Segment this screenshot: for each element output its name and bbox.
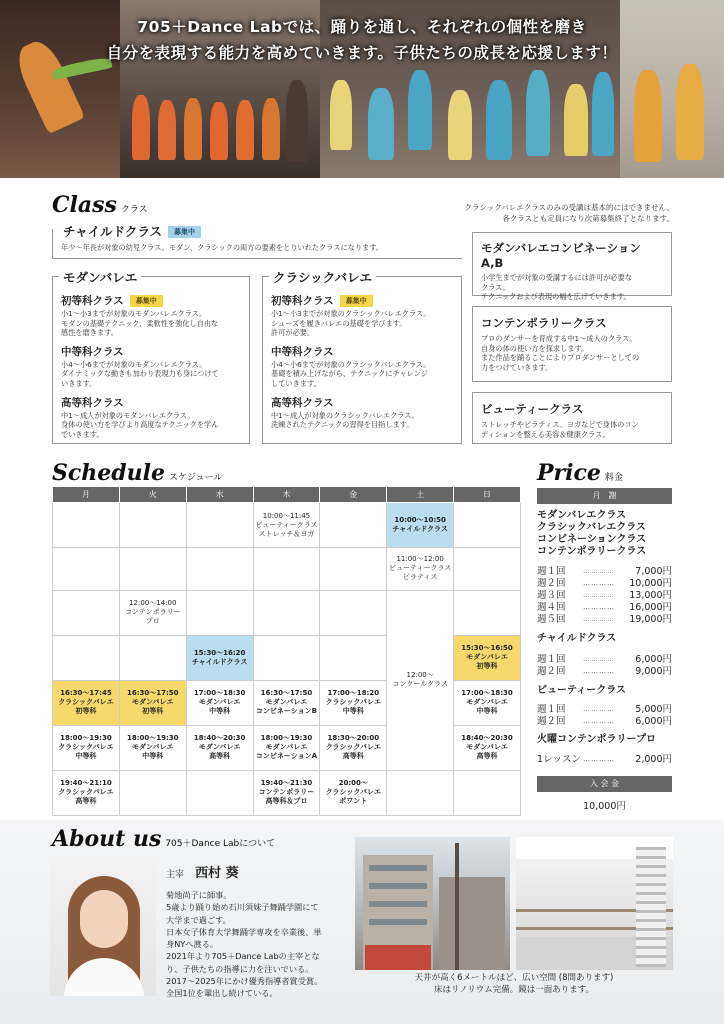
contemporary-class-desc: プロのダンサーを育成する中1～成人のクラス。: [481, 334, 637, 343]
director-photo: [50, 858, 156, 996]
day-sun: 日: [454, 487, 521, 503]
course-desc: 許可が必要。: [271, 328, 315, 338]
classic-ballet-box: [262, 270, 462, 444]
price-child-group: チャイルドクラス: [537, 633, 617, 644]
price-tuesday-group: 火曜コンテンポラリープロ: [537, 734, 656, 745]
day-tue: 火: [119, 487, 186, 503]
course-title: 初等科クラス 募集中: [271, 293, 459, 308]
course-title: 初等科クラス 募集中: [61, 293, 247, 308]
hero-caption: [0, 14, 724, 66]
schedule-header-row: [53, 487, 521, 503]
schedule-cell: 12:00～ コンクールクラス: [387, 590, 454, 770]
course-desc: 小4～小6までが対象のモダンバレエクラス。: [61, 359, 207, 369]
beauty-class-box: ビューティークラス ストレッチやピラティス、ヨガなどで身体のコン ディションを整える美容＆健康クラス。: [472, 392, 672, 444]
course-title: 高等科クラス: [271, 396, 334, 409]
schedule-cell: 15:30～16:20 チャイルドクラス: [186, 635, 253, 680]
schedule-cell: 11:00～12:00 ビューティークラス ピラティス: [387, 548, 454, 591]
price-main-group: モダンバレエクラス クラシックバレエクラス コンビネーションクラス コンテンポラリークラス: [537, 510, 647, 557]
price-heading: Price 料金: [537, 460, 623, 486]
course-title: 中等科クラス: [271, 345, 334, 358]
classic-course-list: [271, 293, 459, 436]
combination-class-title: モダンバレエコンビネーションA,B: [481, 241, 641, 270]
director-role: 主宰: [166, 870, 185, 880]
modern-ballet-title: モダンバレエ: [59, 268, 141, 286]
course-item: [271, 293, 459, 338]
price-row: 週２回 ………… 6,000円: [537, 716, 672, 727]
schedule-cell: 10:00～10:50 チャイルドクラス: [387, 503, 454, 548]
price-row: 週４回 ………… 16,000円: [537, 602, 672, 613]
schedule-cell: 17:00～18:30 モダンバレエ 中等科: [186, 680, 253, 725]
director-bio: 菊地尚子に師事。 5歳より踊り始め石川須妹子舞踊学園にて 大学まで過ごす。 日本女子体育大学舞踊学専攻を卒業後、単 身NYへ渡る。 2021年より705＋Dance Labの主宰とな り、子供たちの指導に力を注いでいる。 2017～2025年にかけ優秀指導者賞受賞。 全国1位を輩出し続けている。: [166, 890, 323, 999]
course-item: [271, 395, 459, 430]
class-heading: Class クラス: [52, 192, 148, 218]
schedule-cell: 18:00～19:30 モダンバレエ 中等科: [119, 725, 186, 770]
admission-value: 10,000円: [583, 801, 626, 812]
about-heading: About us 705＋Dance Labについて: [52, 826, 276, 852]
day-fri: 金: [320, 487, 387, 503]
price-row: 1レッスン ………… 2,000円: [537, 754, 672, 765]
schedule-cell: 18:00～19:30 クラシックバレエ 中等科: [53, 725, 120, 770]
schedule-cell: 19:40～21:10 クラシックバレエ 高等科: [53, 770, 120, 815]
schedule-cell: 10:00～11:45 ビューティークラス ストレッチ＆ヨガ: [253, 503, 320, 548]
day-wed: 水: [186, 487, 253, 503]
child-class-box: [52, 224, 462, 259]
schedule-cell: 16:30～17:50 モダンバレエ コンビネーションB: [253, 680, 320, 725]
course-desc: 中1～成人が対象のクラシックバレエクラス。: [271, 410, 419, 420]
course-desc: していきます。: [271, 378, 321, 388]
course-desc: 基礎を積み上げながら、テクニックにチャレンジ: [271, 369, 428, 379]
course-item: [61, 344, 247, 389]
combination-class-desc: 小学生までが対象の受講するには許可が必要な: [481, 273, 632, 282]
admission-bar: 入 会 金: [537, 776, 672, 792]
contemporary-class-box: コンテンポラリークラス プロのダンサーを育成する中1～成人のクラス。 自身の体の使い方を探求します。 また作品を踊ることによりプロダンサーとしての 力をつけていきます。: [472, 306, 672, 382]
director-name: 西村 葵: [195, 866, 239, 881]
hero-caption-line1: 705＋Dance Labでは、踊りを通し、それぞれの個性を磨き: [137, 18, 587, 36]
day-sat: 土: [387, 487, 454, 503]
price-row: 週１回 ………… 6,000円: [537, 654, 672, 665]
schedule-cell: 12:00～14:00 コンテンポラリー プロ: [119, 590, 186, 635]
course-title: 高等科クラス: [61, 396, 124, 409]
price-beauty-group: ビューティークラス: [537, 685, 626, 696]
course-title: 中等科クラス: [61, 345, 124, 358]
course-item: [61, 395, 247, 440]
course-desc: 小1～小3までが対象のモダンバレエクラス。: [61, 309, 207, 318]
course-desc: 洗練されたテクニックの習得を目指します。: [271, 420, 414, 430]
price-row: 週５回 ………… 19,000円: [537, 614, 672, 625]
course-tag: 募集中: [340, 295, 373, 307]
child-class-desc: 年少～年長が対象の幼児クラス。モダン、クラシックの両方の要素をとりいれたクラスになります。: [61, 243, 384, 252]
schedule-cell: 15:30～16:50 モダンバレエ 初等科: [454, 635, 521, 680]
course-desc: 身体の使い方を学びより高度なテクニックを学ん: [61, 420, 219, 430]
course-item: [61, 293, 247, 338]
course-desc: 中1～成人が対象のモダンバレエクラス。: [61, 410, 195, 420]
schedule-cell: 18:30～20:00 クラシックバレエ 高等科: [320, 725, 387, 770]
course-desc: 小1～小3までが対象のクラシックバレエクラス。: [271, 309, 431, 318]
course-desc: シューズを履きバレエの基礎を学びます。: [271, 318, 407, 328]
price-monthly-bar: 月 謝: [537, 488, 672, 504]
schedule-cell: 18:00～19:30 モダンバレエ コンビネーションA: [253, 725, 320, 770]
course-desc: モダンの基礎テクニック、柔軟性を強化し自由な: [61, 318, 219, 328]
studio-caption: 天井が高く6メートルほど、広い空間 (8間あります) 床はリノリウム完備。鏡は一面あります。: [414, 973, 614, 995]
schedule-cell: 18:40～20:30 モダンバレエ 高等科: [454, 725, 521, 770]
beauty-class-title: ビューティークラス: [481, 402, 584, 416]
schedule-cell: 20:00～ クラシックバレエ ポワント: [320, 770, 387, 815]
classic-ballet-title: クラシックバレエ: [269, 268, 376, 286]
price-row: 週２回 ………… 10,000円: [537, 578, 672, 589]
day-mon: 月: [53, 487, 120, 503]
course-tag: 募集中: [130, 295, 163, 307]
price-row: 週１回 ………… 5,000円: [537, 704, 672, 715]
hero-caption-line2: 自分を表現する能力を高めていきます。子供たちの成長を応援します！: [106, 44, 618, 62]
course-item: [271, 344, 459, 389]
price-row: 週２回 ………… 9,000円: [537, 666, 672, 677]
course-desc: 小4～小6までが対象のクラシックバレエクラス。: [271, 359, 431, 369]
course-desc: 感性を磨きます。: [61, 328, 118, 338]
course-desc: でいきます。: [61, 429, 104, 439]
course-desc: いきます。: [61, 378, 97, 388]
price-row: 週３回 ………… 13,000円: [537, 590, 672, 601]
modern-ballet-box: [52, 270, 250, 444]
studio-building-photo: [355, 837, 510, 970]
price-row: 週１回 ………… 7,000円: [537, 566, 672, 577]
class-note: クラシックバレエクラスのみの受講は基本的にはできません。 各クラスとも定員になり次第募集終了となります。: [464, 203, 674, 223]
schedule-cell: 18:40～20:30 モダンバレエ 高等科: [186, 725, 253, 770]
schedule-cell: 17:00～18:20 クラシックバレエ 中等科: [320, 680, 387, 725]
contemporary-class-title: コンテンポラリークラス: [481, 316, 607, 330]
studio-interior-photo: [516, 837, 673, 970]
schedule-heading: Schedule スケジュール: [52, 460, 223, 486]
hero-banner: [0, 0, 724, 178]
schedule-cell: 16:30～17:45 クラシックバレエ 初等科: [53, 680, 120, 725]
child-class-tag: 募集中: [168, 226, 201, 238]
modern-course-list: [61, 293, 247, 445]
combination-class-box: モダンバレエコンビネーションA,B 小学生までが対象の受講するには許可が必要な クラス。 テクニックおよび表現の幅を広げていきます。: [472, 232, 672, 296]
beauty-class-desc: ストレッチやピラティス、ヨガなどで身体のコン: [481, 420, 639, 429]
schedule-cell: 17:00～18:30 モダンバレエ 中等科: [454, 680, 521, 725]
child-class-title: チャイルドクラス: [63, 224, 163, 239]
director-name-block: [166, 862, 239, 881]
schedule-cell: 16:30～17:50 モダンバレエ 初等科: [119, 680, 186, 725]
course-desc: ダイナミックな動きも加わり表現力も身につけて: [61, 369, 219, 379]
schedule-table: [52, 486, 521, 816]
day-thu: 木: [253, 487, 320, 503]
schedule-cell: 19:40～21:30 コンテンポラリー 高等科＆プロ: [253, 770, 320, 815]
